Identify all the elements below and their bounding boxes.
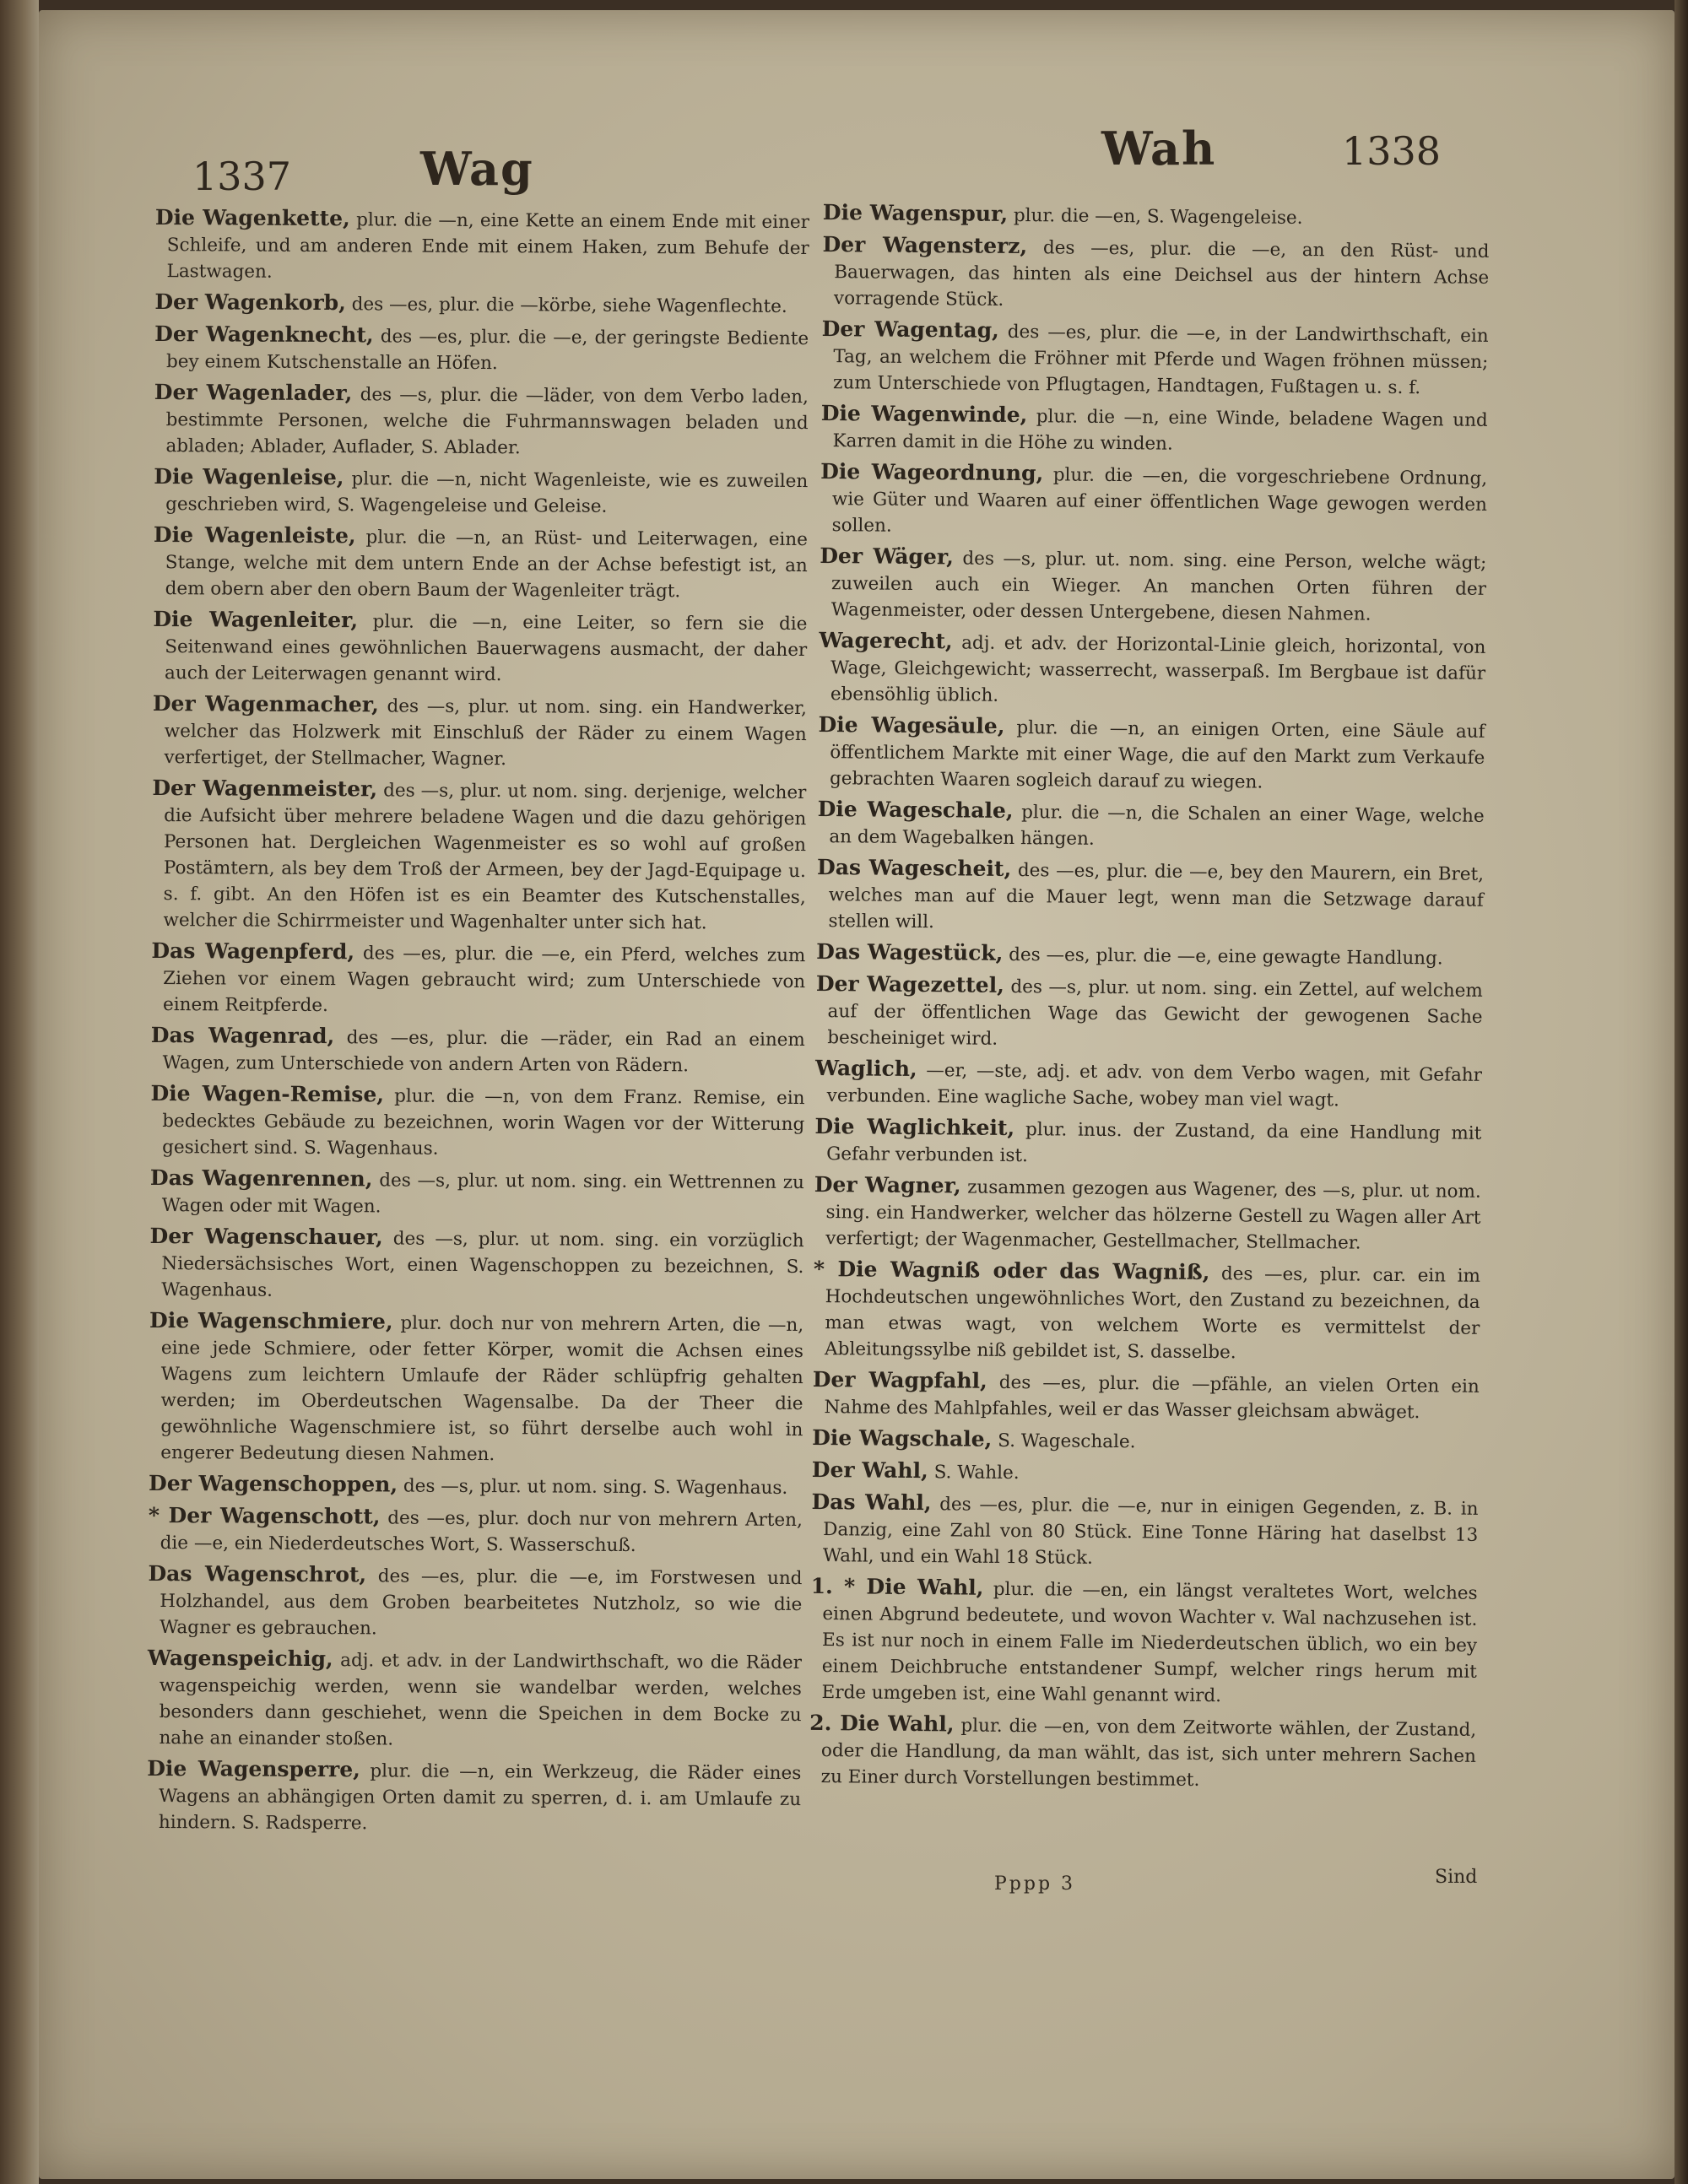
entry-lemma: Die Wagenschmiere, — [149, 1307, 393, 1334]
dictionary-entry — [150, 1165, 804, 1222]
entry-lemma: Der Wagenmacher, — [152, 690, 379, 717]
dictionary-entry — [149, 1502, 803, 1560]
right-running-head: Wah — [1101, 122, 1217, 176]
entry-definition: plur. die —n, an Rüst- und Leiterwagen, eine Stange, welche mit dem untern Ende an der Achse befestigt ist, an dem obern aber den obern Baum der Wagenleiter trägt. — [165, 527, 808, 603]
entry-definition: plur. die —n, eine Kette an einem Ende mit einer Schleife, und am anderen Ende mit einem Haken, zum Behufe der Lastwagen. — [166, 209, 809, 283]
entry-definition: des —es, plur. die —körbe, siehe Wagenflechte. — [345, 294, 787, 317]
entry-lemma: Die Wagenleiter, — [153, 606, 359, 633]
dictionary-entry — [820, 458, 1487, 544]
entry-lemma: Wagenspeichig, — [147, 1645, 333, 1672]
dictionary-entry — [154, 522, 808, 605]
bottom-catchword: Sind — [1435, 1867, 1478, 1888]
entry-lemma: Die Wagenspur, — [822, 199, 1009, 226]
entry-definition: des —es, plur. die —e, in der Landwirthschaft, ein Tag, an welchem die Fröhner mit Pferde und Wagen fröhnen müssen; zum Unterschiede von Pflugtagen, Handtagen, Fußtagen u. s. f. — [832, 321, 1489, 399]
entry-definition: des —es, plur. die —e, im Forstwesen und Holzhandel, aus dem Groben bearbeitetes Nutzholz, so wie die Wagner es gebrauchen. — [160, 1565, 803, 1640]
entry-definition: des —es, plur. doch nur von mehrern Arten, die —e, ein Niederdeutsches Wort, S. Wasserschuß. — [160, 1507, 803, 1557]
entry-lemma: Der Wagensterz, — [822, 231, 1028, 259]
entry-definition: des —s, plur. ut nom. sing. ein Handwerker, welcher das Holzwerk mit Einschluß der Räder zu einem Wagen verfertiget, der Stellmacher, Wagner. — [164, 695, 807, 770]
entry-definition: des —s, plur. ut nom. sing. S. Wagenhaus. — [398, 1475, 788, 1499]
dictionary-entry — [154, 289, 809, 320]
entry-definition: plur. die —n, an einigen Orten, eine Säule auf öffentlichem Markte mit einer Wage, die auf den Markt zum Verkaufe gebrachten Waaren sogleich darauf zu wiegen. — [829, 716, 1485, 793]
entry-definition: plur. inus. der Zustand, da eine Handlung mit Gefahr verbunden ist. — [826, 1119, 1482, 1167]
entry-definition: des —s, plur. ut nom. sing. ein Wettrennen zu Wagen oder mit Wagen. — [161, 1170, 804, 1218]
entry-definition: S. Wahle. — [928, 1462, 1020, 1484]
entry-definition: des —es, plur. die —pfähle, an vielen Orten ein Nahme des Mahlpfahles, weil er das Wasser gleichsam abwäget. — [824, 1371, 1480, 1424]
dictionary-entry — [812, 1366, 1480, 1426]
dictionary-entry — [152, 690, 806, 774]
entry-definition: plur. die —n, von dem Franz. Remise, ein bedecktes Gebäude zu bezeichnen, worin Wagen vor der Witterung gesichert sind. S. Wagenhaus. — [162, 1085, 805, 1160]
dictionary-entry — [149, 1307, 803, 1469]
entry-definition: —er, —ste, adj. et adv. von dem Verbo wagen, mit Gefahr verbunden. Eine wagliche Sache, wobey man viel wagt. — [826, 1060, 1483, 1111]
entry-lemma: Der Wagenschoppen, — [148, 1470, 398, 1497]
dictionary-entry — [822, 231, 1490, 317]
left-page-number: 1337 — [192, 154, 292, 199]
entry-definition: des —es, plur. die —e, an den Rüst- und Bauerwagen, das hinten als eine Deichsel aus der hintern Achse vorragende Stück. — [833, 237, 1490, 311]
entry-lemma: * Die Wagniß oder das Wagniß, — [813, 1256, 1210, 1285]
entry-lemma: Der Wagenknecht, — [154, 321, 374, 348]
entry-lemma: * Der Wagenschott, — [148, 1502, 381, 1529]
entry-definition: plur. die —en, die vorgeschriebene Ordnung, wie Güter und Waaren auf einer öffentlichen Wage gewogen werden sollen. — [831, 464, 1488, 537]
entry-lemma: Die Wagschale, — [812, 1424, 993, 1451]
dictionary-entry — [147, 1645, 802, 1754]
entry-definition: des —es, plur. die —e, bey den Maurern, ein Bret, welches man auf die Mauer legt, wenn man die Setzwage darauf stellen will. — [828, 859, 1485, 933]
entry-lemma: Der Wagenschauer, — [149, 1223, 383, 1250]
dictionary-entry — [809, 1573, 1477, 1711]
entry-lemma: 2. Die Wahl, — [809, 1710, 955, 1737]
entry-lemma: Die Wagen-Remise, — [150, 1080, 385, 1107]
right-page-number: 1338 — [1342, 128, 1442, 174]
entry-definition: plur. die —n, ein Werkzeug, die Räder eines Wagens an abhängigen Orten damit zu sperren, d. i. am Umlaufe zu hindern. S. Radsperre. — [158, 1760, 802, 1835]
left-running-head: Wag — [420, 142, 534, 196]
entry-lemma: Das Wagenrad, — [150, 1022, 335, 1049]
entry-definition: plur. die —en, von dem Zeitworte wählen, der Zustand, oder die Handlung, da man wählt, das ist, sich unter mehrern Sachen zu Einer durch Vorstellungen bestimmet. — [820, 1715, 1477, 1791]
dictionary-entry — [818, 711, 1485, 797]
right-text-column — [809, 199, 1490, 1800]
entry-definition: des —es, plur. die —e, nur in einigen Gegenden, z. B. in Danzig, eine Zahl von 80 Stück. Eine Tonne Häring hat daselbst 13 Wahl, und ein Wahl 18 Stück. — [822, 1494, 1479, 1569]
entry-definition: plur. die —en, ein längst veraltetes Wort, welches einen Abgrund bedeutete, und wovon Wachter v. Wal nachzusehen ist. Es ist nur noch in einem Falle im Niederdeutschen üblich, wo ein bey einem Deichbruche entstandener Sumpf, welcher rings herum mit Erde umgeben ist, eine Wahl genannt wird. — [821, 1578, 1478, 1707]
dictionary-entry — [814, 1113, 1482, 1173]
dictionary-entry — [151, 938, 805, 1021]
entry-definition: plur. die —n, eine Winde, beladene Wagen und Karren damit in die Höhe zu winden. — [832, 406, 1488, 455]
entry-definition: plur. die —n, nicht Wagenleiste, wie es zuweilen geschrieben wird, S. Wagengeleise und Geleise. — [165, 468, 809, 517]
dictionary-entry — [149, 1223, 803, 1306]
dictionary-entry — [816, 854, 1484, 940]
entry-definition: zusammen gezogen aus Wagener, des —s, plur. ut nom. sing. ein Handwerker, welcher das hölzerne Gestell zu Wagen aller Art verfertigt; der Wagenmacher, Gestellmacher, Stellmacher. — [825, 1176, 1481, 1254]
entry-lemma: Der Wagpfahl, — [812, 1366, 987, 1393]
dictionary-entry — [821, 316, 1489, 402]
entry-definition: des —es, plur. die —räder, ein Rad an einem Wagen, zum Unterschiede von andern Arten von Rädern. — [162, 1027, 805, 1077]
entry-definition: plur. doch nur von mehrern Arten, die —n, eine jede Schmiere, oder fetter Körper, womit die Achsen eines Wagens zum leichtern Umlaufe der Räder schlüpfrig gehalten werden; im Oberdeutschen Wagensalbe. Da der Theer die gewöhnliche Wagenschmiere ist, so führt derselbe auch wohl in engerer Bedeutung diesen Nahmen. — [160, 1312, 804, 1466]
entry-lemma: Die Wageordnung, — [820, 458, 1044, 486]
entry-lemma: Der Wagenlader, — [154, 379, 353, 406]
dictionary-entry — [813, 1256, 1480, 1368]
entry-lemma: Der Wagenmeister, — [152, 775, 378, 802]
dictionary-entry — [149, 1470, 803, 1501]
dictionary-entry — [153, 606, 807, 689]
dictionary-entry — [148, 1560, 802, 1644]
dictionary-entry — [814, 1171, 1481, 1257]
entry-definition: plur. die —n, eine Leiter, so fern sie die Seitenwand eines gewöhnlichen Bauerwagens ausmacht, der daher auch der Leiterwagen genannt wird. — [165, 611, 808, 686]
entry-definition: des —es, plur. die —e, ein Pferd, welches zum Ziehen vor einem Wagen gebraucht wird; zum Unterschiede von einem Reitpferde. — [162, 943, 806, 1017]
entry-lemma: Der Wagenkorb, — [154, 289, 346, 316]
entry-lemma: Wagerecht, — [819, 627, 953, 654]
entry-lemma: Die Waglichkeit, — [814, 1113, 1015, 1141]
dictionary-entry — [812, 1424, 1479, 1458]
entry-definition: des —s, plur. die —läder, von dem Verbo laden, bestimmte Personen, welche die Fuhrmannswagen beladen und abladen; Ablader, Auflader, S. Ablader. — [165, 384, 809, 459]
dictionary-entry — [151, 1022, 805, 1079]
entry-definition: des —s, plur. ut nom. sing. derjenige, welcher die Aufsicht über mehrere beladene Wagen und die dazu gehörigen Personen hat. Dergleichen Wagenmeister es so wohl auf großen Postämtern, als bey dem Troß der Armeen, bey der Jagd-Equipage u. s. f. gibt. An den Höfen ist es ein Beamter des Kutschenstalles, welcher die Schirrmeister und Wagenhalter unter sich hat. — [163, 780, 807, 934]
entry-lemma: Der Wagentag, — [821, 316, 999, 343]
entry-definition: S. Wageschale. — [992, 1430, 1136, 1453]
entry-lemma: Die Wagenwinde, — [820, 400, 1028, 428]
entry-definition: des —es, plur. die —e, der geringste Bediente bey einem Kutschenstalle an Höfen. — [165, 326, 809, 375]
entry-definition: plur. die —en, S. Wagengeleise. — [1007, 204, 1303, 229]
entry-lemma: Das Wagescheit, — [816, 854, 1012, 881]
entry-lemma: Der Wagezettel, — [815, 970, 1004, 997]
entry-lemma: Die Wageschale, — [817, 796, 1014, 823]
entry-lemma: Die Wagenleise, — [154, 463, 344, 490]
entry-definition: des —s, plur. ut nom. sing. ein vorzüglich Niedersächsisches Wort, einen Wagenschoppen zu bezeichnen, S. Wagenhaus. — [161, 1228, 804, 1301]
signature-mark: Pppp 3 — [994, 1873, 1076, 1895]
entry-lemma: 1. * Die Wahl, — [810, 1573, 984, 1600]
entry-definition: des —es, plur. car. ein im Hochdeutschen ungewöhnliches Wort, den Zustand zu bezeichnen, da man etwas wagt, von welchem Worte es vermittelst der Ableitungssylbe niß gebildet ist, S. dasselbe. — [825, 1263, 1481, 1364]
entry-lemma: Das Wagestück, — [816, 938, 1004, 965]
dictionary-entry — [150, 1080, 804, 1164]
entry-definition: des —es, plur. die —e, eine gewagte Handlung. — [1003, 943, 1443, 970]
entry-lemma: Die Wagensperre, — [147, 1755, 360, 1782]
entry-lemma: Die Wagesäule, — [818, 711, 1005, 738]
dictionary-entry — [817, 796, 1485, 856]
entry-lemma: Der Wäger, — [820, 543, 955, 570]
entry-definition: adj. et adv. der Horizontal-Linie gleich, horizontal, von Wage, Gleichgewicht; wasserrecht, wasserpaß. Im Bergbaue ist dafür ebensöhlig üblich. — [830, 632, 1486, 706]
dictionary-entry — [147, 1755, 801, 1839]
dictionary-entry — [815, 970, 1483, 1057]
left-text-column — [147, 204, 809, 1843]
dictionary-entry — [154, 379, 808, 462]
dictionary-entry — [816, 938, 1483, 972]
entry-lemma: Das Wagenrennen, — [149, 1165, 373, 1192]
entry-definition: plur. die —n, die Schalen an einer Wage, welche an dem Wagebalken hängen. — [829, 801, 1485, 850]
dictionary-entry — [155, 204, 809, 288]
dictionary-entry — [819, 627, 1486, 713]
entry-lemma: Waglich, — [814, 1055, 917, 1082]
entry-definition: des —s, plur. ut nom. sing. ein Zettel, auf welchem auf der öffentlichen Wage das Gewicht der gewogenen Sache bescheiniget wird. — [827, 976, 1483, 1050]
entry-lemma: Das Wahl, — [811, 1489, 932, 1516]
entry-definition: adj. et adv. in der Landwirthschaft, wo die Räder wagenspeichig werden, wenn sie wandelbar werden, welches besonders dann geschiehet, wenn die Speichen in dem Bocke zu nahe an einander stoßen. — [159, 1650, 803, 1750]
dictionary-entry — [151, 775, 806, 937]
entry-lemma: Der Wagner, — [814, 1171, 961, 1198]
dictionary-entry — [823, 199, 1490, 233]
dictionary-entry — [820, 400, 1488, 460]
entry-lemma: Das Wagenschrot, — [148, 1560, 367, 1587]
dictionary-entry — [812, 1457, 1479, 1490]
dictionary-entry — [809, 1710, 1477, 1796]
dictionary-entry — [820, 543, 1487, 629]
dictionary-entry — [811, 1489, 1479, 1575]
entry-definition: des —s, plur. ut. nom. sing. eine Person, welche wägt; zuweilen auch ein Wieger. An manchen Orten führen der Wagenmeister, oder dessen Untergebene, diesen Nahmen. — [830, 548, 1487, 625]
entry-lemma: Die Wagenleiste, — [153, 522, 356, 549]
entry-lemma: Das Wagenpferd, — [151, 938, 355, 965]
dictionary-entry — [154, 321, 809, 378]
entry-lemma: Die Wagenkette, — [154, 204, 350, 231]
dictionary-entry — [154, 463, 808, 521]
page-edge — [1674, 0, 1688, 2184]
gutter-fold — [0, 0, 39, 2184]
entry-lemma: Der Wahl, — [811, 1457, 928, 1484]
dictionary-entry — [815, 1055, 1483, 1115]
